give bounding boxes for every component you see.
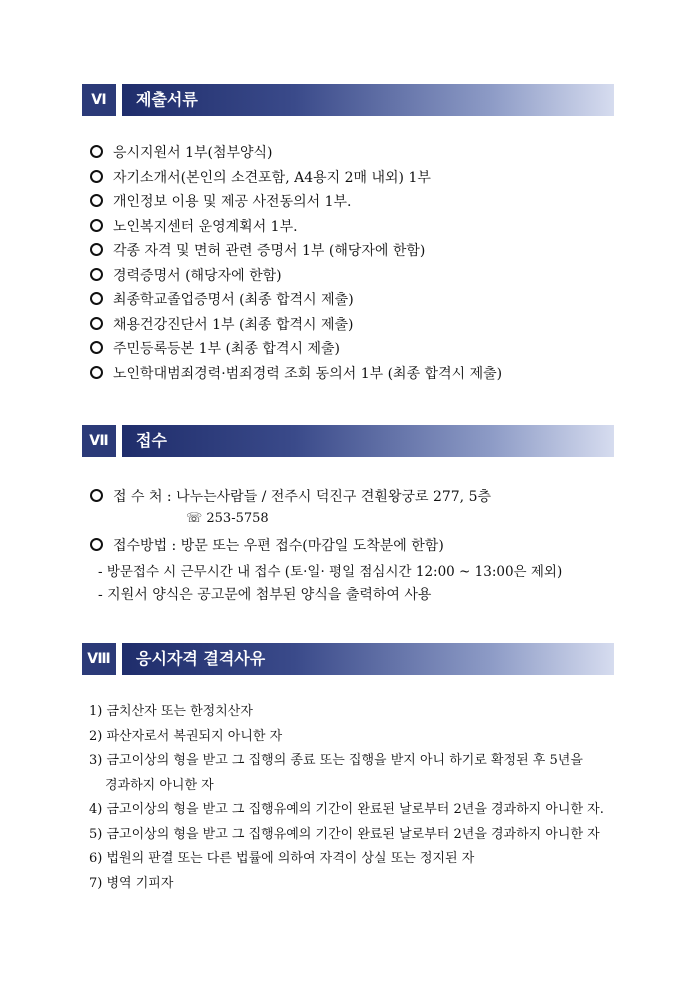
list-item: 경과하지 아니한 자 [105,777,214,793]
circle-bullet-icon [90,219,103,232]
section-header-documents [82,84,614,116]
section-number: Ⅵ [82,84,116,116]
section-header-reception [82,425,614,457]
list-item: 7) 병역 기피자 [89,875,174,891]
disqualification-list [89,700,604,896]
circle-bullet-icon [90,194,103,207]
circle-bullet-icon [90,341,103,354]
circle-bullet-icon [90,145,103,158]
section-title: 제출서류 [122,84,614,116]
circle-bullet-icon [90,243,103,256]
circle-bullet-icon [90,268,103,281]
list-item: 응시지원서 1부(첨부양식) [90,141,502,166]
list-item: 최종학교졸업증명서 (최종 합격시 제출) [90,288,502,313]
section-title: 접수 [122,425,614,457]
list-item: 각종 자격 및 면허 관련 증명서 1부 (해당자에 한함) [90,239,502,264]
reception-note: - 방문접수 시 근무시간 내 접수 (토·일· 평일 점심시간 12:00 ~ 13:00은 제외) [98,564,563,580]
circle-bullet-icon [90,538,103,551]
list-item: 노인복지센터 운영계획서 1부. [90,215,502,240]
circle-bullet-icon [90,489,103,502]
circle-bullet-icon [90,292,103,305]
list-item: 채용건강진단서 1부 (최종 합격시 제출) [90,313,502,338]
list-item: 자기소개서(본인의 소견포함, A4용지 2매 내외) 1부 [90,166,502,191]
list-item: 노인학대범죄경력·범죄경력 조회 동의서 1부 (최종 합격시 제출) [90,362,502,387]
section-title: 응시자격 결격사유 [122,643,614,675]
list-item: 1) 금치산자 또는 한정치산자 [89,704,253,719]
reception-place: 접 수 처 : 나누는사람들 / 전주시 덕진구 견훤왕궁로 277, 5층 [90,486,491,506]
circle-bullet-icon [90,366,103,379]
list-item: 주민등록등본 1부 (최종 합격시 제출) [90,337,502,362]
section-number: Ⅶ [82,425,116,457]
phone-number: ☏ 253-5758 [186,511,269,526]
circle-bullet-icon [90,170,103,183]
reception-note: - 지원서 양식은 공고문에 첨부된 양식을 출력하여 사용 [98,587,432,603]
list-item: 개인정보 이용 및 제공 사전동의서 1부. [90,190,502,215]
circle-bullet-icon [90,317,103,330]
section-number: Ⅷ [82,643,116,675]
list-item: 2) 파산자로서 복권되지 아니한 자 [89,728,283,744]
list-item: 3) 금고이상의 형을 받고 그 집행의 종료 또는 집행을 받지 아니 하기로 확정된 후 5년을 [89,753,583,768]
list-item: 4) 금고이상의 형을 받고 그 집행유예의 기간이 완료된 날로부터 2년을 경과하지 아니한 자. [89,802,604,817]
documents-list [90,141,502,386]
section-header-disqualification [82,643,614,675]
reception-method: 접수방법 : 방문 또는 우편 접수(마감일 도착분에 한함) [90,535,444,555]
list-item: 경력증명서 (해당자에 한함) [90,264,502,289]
list-item: 5) 금고이상의 형을 받고 그 집행유예의 기간이 완료된 날로부터 2년을 경과하지 아니한 자 [89,826,600,842]
list-item: 6) 법원의 판결 또는 다른 법률에 의하여 자격이 상실 또는 정지된 자 [89,851,475,866]
